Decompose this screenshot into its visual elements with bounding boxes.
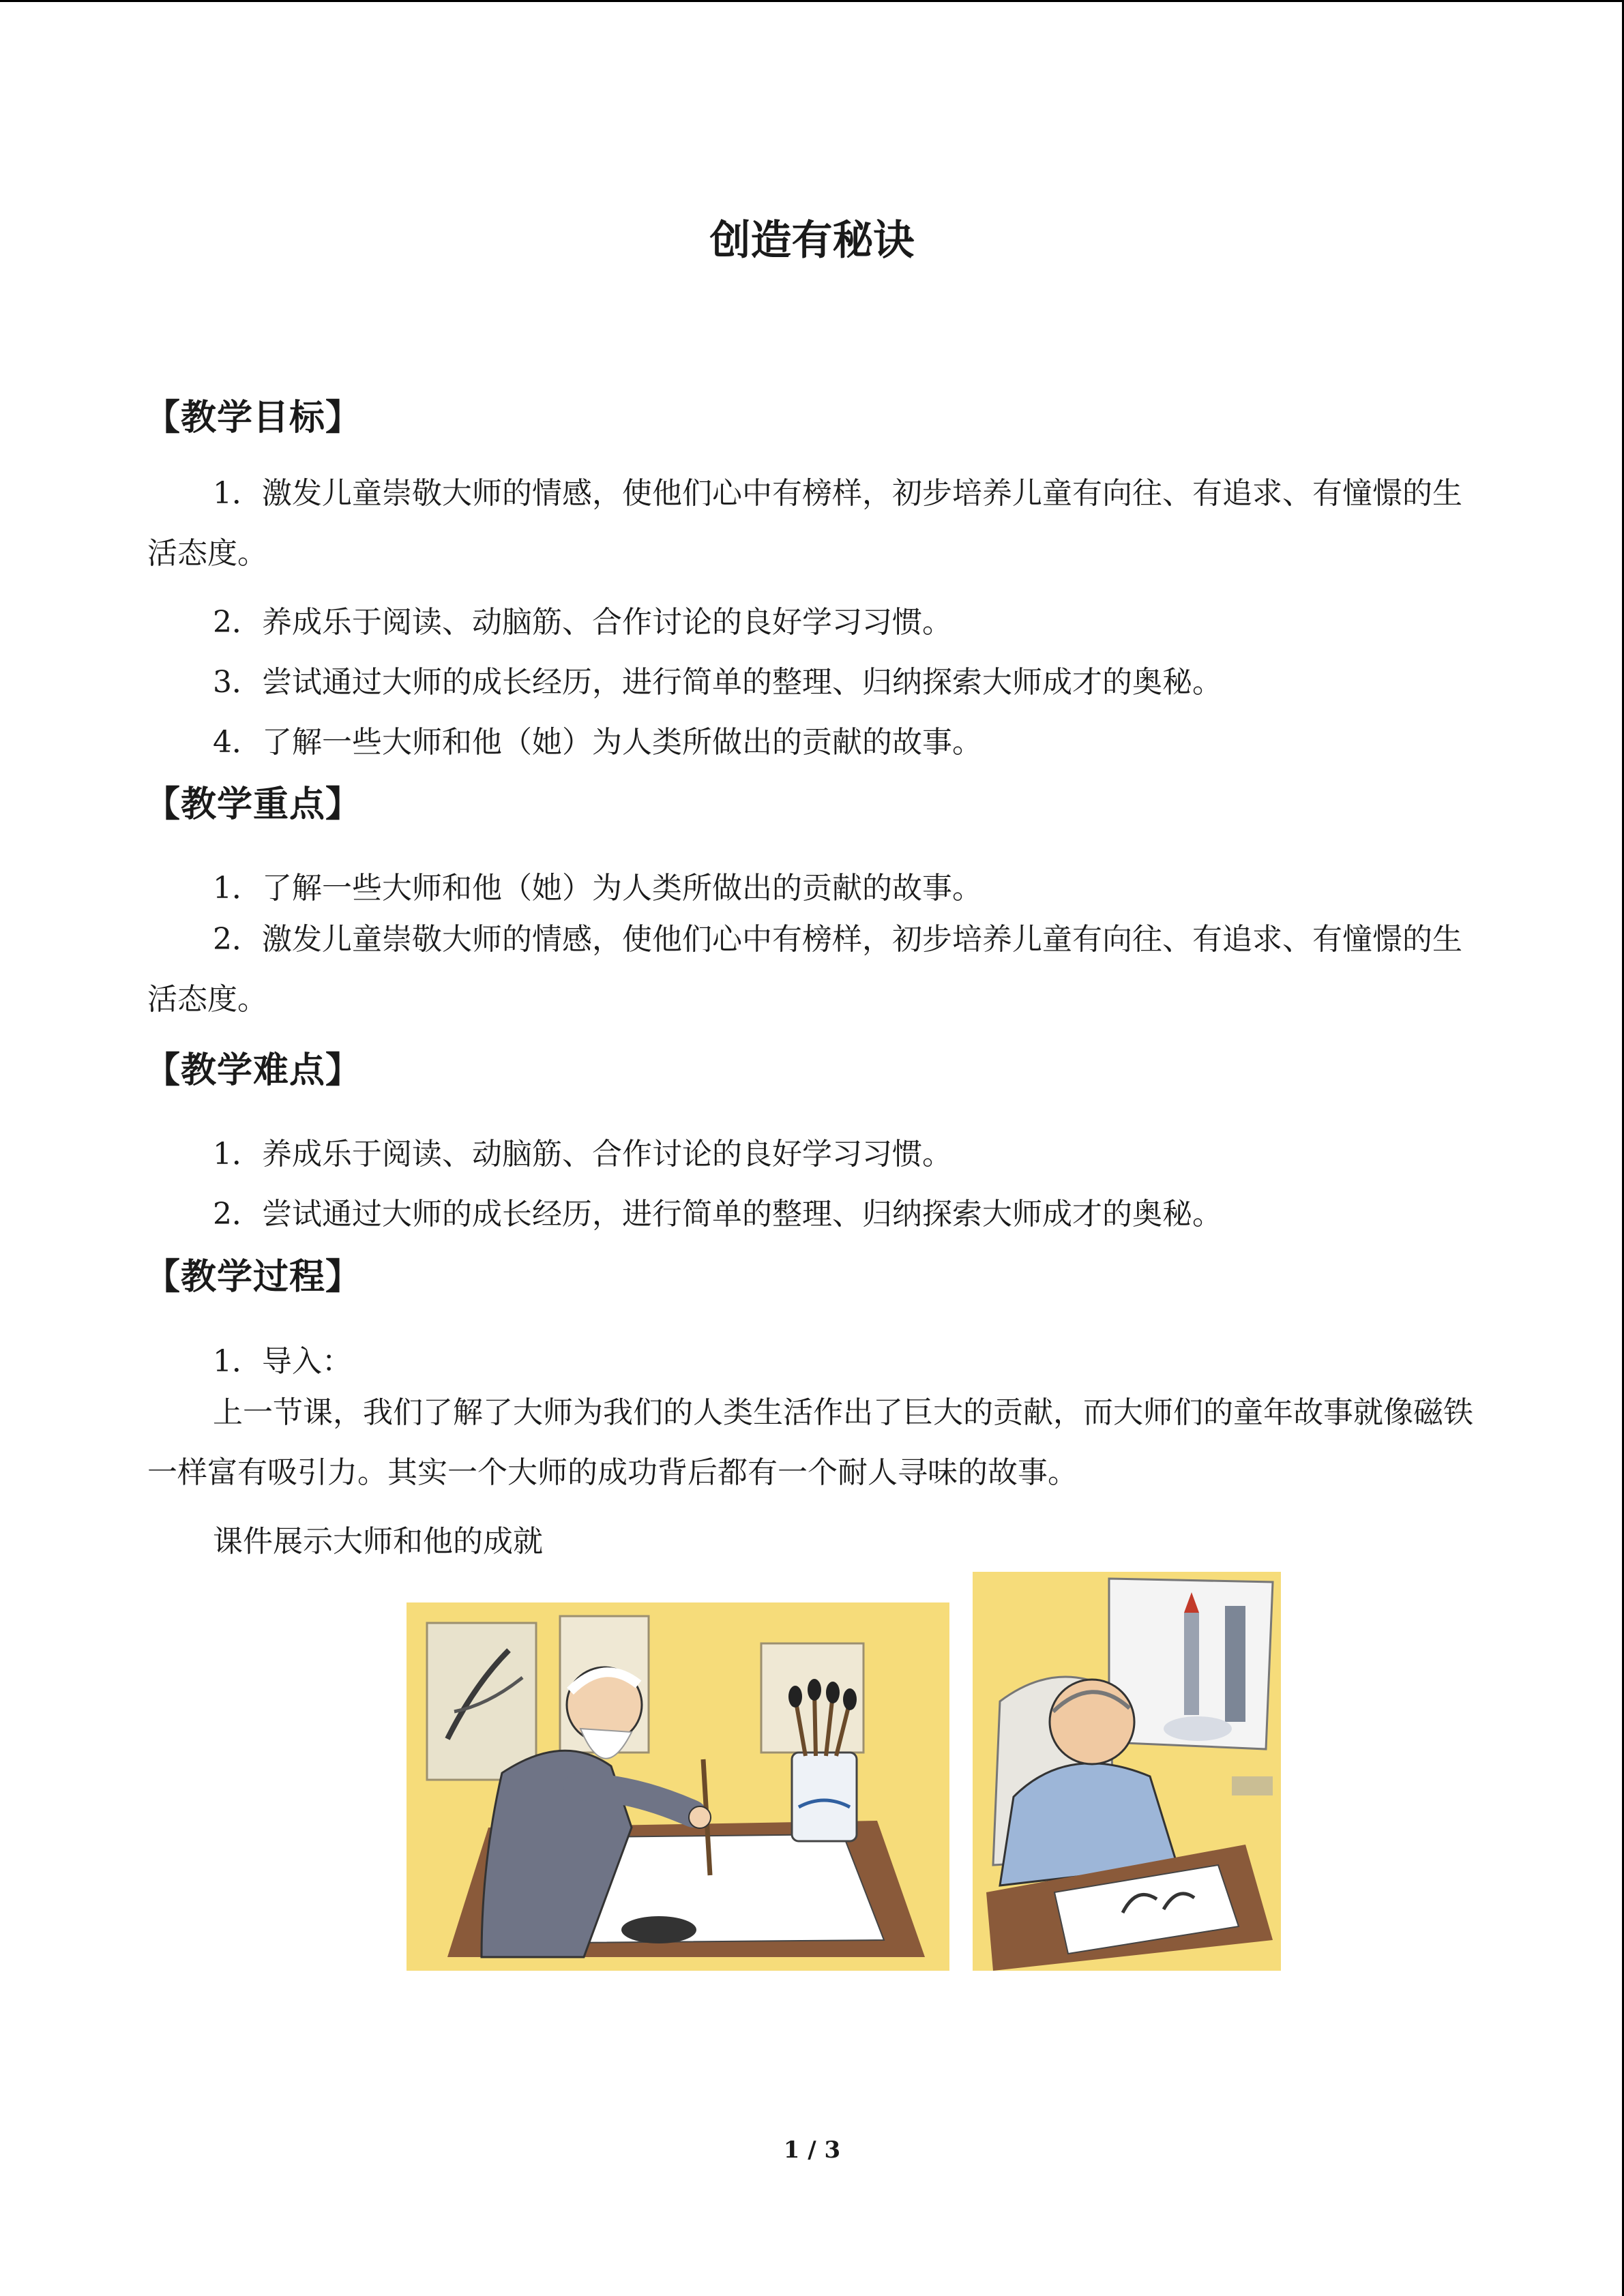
objective-item-3: 3．尝试通过大师的成长经历，进行简单的整理、归纳探索大师成才的奥秘。: [213, 665, 1222, 700]
difficulty-item-1: 1．养成乐于阅读、动脑筋、合作讨论的良好学习习惯。: [213, 1137, 952, 1172]
process-courseware-note: 课件展示大师和他的成就: [213, 1524, 543, 1559]
page-border-top: [0, 0, 1624, 2]
section-heading-process: 【教学过程】: [145, 1257, 362, 1298]
section-heading-key-points: 【教学重点】: [145, 784, 362, 825]
page-number: 1 / 3: [783, 2136, 841, 2164]
key-point-item-2: 2．激发儿童崇敬大师的情感，使他们心中有榜样，初步培养儿童有向往、有追求、有憧憬的生活态度。: [147, 922, 1462, 1017]
objective-item-2: 2．养成乐于阅读、动脑筋、合作讨论的良好学习习惯。: [213, 605, 952, 640]
section-heading-objectives: 【教学目标】: [145, 398, 362, 438]
difficulty-item-2: 2．尝试通过大师的成长经历，进行简单的整理、归纳探索大师成才的奥秘。: [213, 1197, 1222, 1232]
process-paragraph: 上一节课，我们了解了大师为我们的人类生活作出了巨大的贡献，而大师们的童年故事就像磁铁一样富有吸引力。其实一个大师的成功背后都有一个耐人寻味的故事。: [147, 1395, 1473, 1490]
illustration-scientist: [973, 1572, 1281, 1971]
objective-item-4: 4．了解一些大师和他（她）为人类所做出的贡献的故事。: [213, 725, 982, 760]
key-point-item-1: 1．了解一些大师和他（她）为人类所做出的贡献的故事。: [213, 871, 982, 906]
illustration-painter: [407, 1602, 949, 1971]
objective-item-1: 1．激发儿童崇敬大师的情感，使他们心中有榜样，初步培养儿童有向往、有追求、有憧憬的生活态度。: [147, 476, 1462, 571]
page-title: 创造有秘诀: [709, 217, 915, 265]
process-item-1: 1．导入：: [213, 1344, 352, 1379]
section-heading-difficulties: 【教学难点】: [145, 1050, 362, 1091]
